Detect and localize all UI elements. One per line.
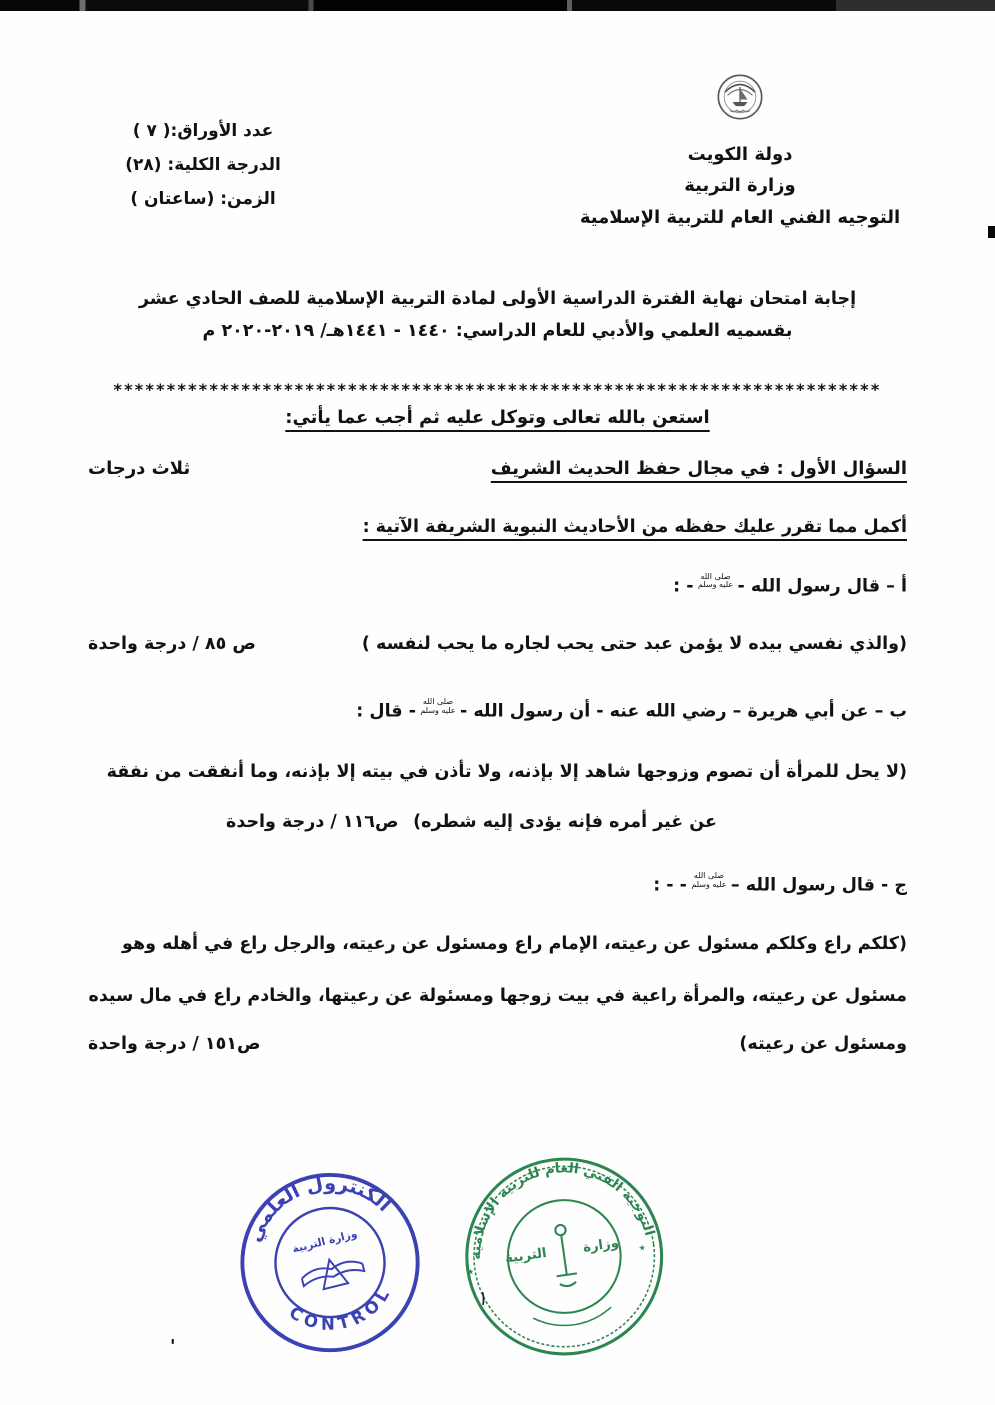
pbuh-symbol: صلى الله عليه وسلم [691,871,727,889]
total-grade: الدرجة الكلية: (٢٨) [125,155,281,175]
document-header [0,72,995,233]
hadith-a-row [0,634,995,654]
pages-count: عدد الأوراق:( ٧ ) [132,121,274,141]
hadith-c-intro: ج - قال رسول الله –صلى الله عليه وسلم- - : [653,871,907,896]
hadith-a-ref: ص ٨٥ / درجة واحدة [88,634,256,655]
department-name: التوجيه الفني العام للتربية الإسلامية [579,206,901,228]
kuwait-emblem-icon [540,72,940,133]
question1-marks: ثلاث درجات [88,457,191,479]
svg-text:الكنترول العلمي [232,1155,399,1250]
invocation-line: استعن بالله تعالى وتوكل عليه ثم أجب عما يأتي: [285,406,710,428]
exam-title-line1: إجابة امتحان نهاية الفترة الدراسية الأولى لمادة التربية الإسلامية للصف الحادي عشر [138,289,857,309]
asterisk-separator: ************************************************************************ [113,379,882,399]
hadith-b-ref: ص١١٦ / درجة واحدة [226,812,399,832]
green-stamp-arc-bottom: ــــــــــــــــــــ [531,1299,614,1330]
hadith-c-line1: (كلكم راع وكلكم مسئول عن رعيته، الإمام راع ومسئول عن رعيته، والرجل راع في أهله وهو [122,933,907,954]
svg-text:التوجيه الفني العام للتربية ال [456,1148,658,1262]
hadith-c-line3: ومسئول عن رعيته) [739,1033,907,1054]
hadith-b-row2 [0,812,995,832]
scan-speck [988,226,995,238]
svg-text:ــــــــــــــــــــ [529,1298,616,1335]
ministry-name: وزارة التربية [684,175,796,196]
question1-instruction: أكمل مما تقرر عليك حفظه من الأحاديث النبوية الشريفة الآتية : [362,516,907,537]
scanner-edge-artifact [0,0,995,11]
hadith-c-ref: ص١٥١ / درجة واحدة [88,1033,261,1054]
blue-stamp-arc-top: الكنترول العلمي [242,1171,396,1246]
hadith-c-line2: مسئول عن رعيته، والمرأة راعية في بيت زوجها ومسئولة عن رعيتها، والخادم راع في مال سيده [88,985,907,1006]
green-stamp-star-right: ٭ [637,1240,647,1257]
question1-heading: السؤال الأول : في مجال حفظ الحديث الشريف [490,457,907,479]
green-stamp-center-right: وزارة [582,1235,620,1256]
blue-control-stamp [218,1150,443,1378]
green-stamp-center-left: التربية [504,1245,548,1267]
stamps-area [0,1148,995,1405]
pen-mark-artifact: ١ [476,1285,491,1311]
hadith-b-line1: (لا يحل للمرأة أن تصوم وزوجها شاهد إلا بإذنه، ولا تأذن في بيته إلا بإذنه، وما أنفقت من نفقة [106,762,907,782]
hadith-c-row3 [0,1034,995,1054]
pbuh-symbol: صلى الله عليه وسلم [697,571,734,590]
exam-meta-block [78,114,328,216]
green-ministry-stamp [448,1141,680,1376]
green-stamp-arc-top: التوجيه الفني العام للتربية الإسلامية [468,1160,658,1260]
hadith-b-line2: عن غير أمره فإنه يؤدى إليه شطره) [413,812,717,832]
svg-text:CONTROL [283,1279,402,1346]
question1-heading-row [0,458,995,479]
exam-time: الزمن: (ساعتان ) [130,189,276,209]
hadith-a-intro: أ – قال رسول الله -صلى الله عليه وسلم- : [673,571,907,597]
hadith-a-text: (والذي نفسي بيده لا يؤمن عبد حتى يحب لجاره ما يحب لنفسه ) [361,634,907,655]
ministry-header-block [540,72,940,233]
blue-stamp-arc-bottom: CONTROL [285,1282,396,1334]
hadith-b-intro: ب – عن أبي هريرة – رضي الله عنه - أن رسول الله -صلى الله عليه وسلم- قال : [356,697,907,722]
exam-title-line2: بقسميه العلمي والأدبي للعام الدراسي: ١٤٤٠ - ١٤٤١هـ/ ٢٠١٩-٢٠٢٠ م [202,321,793,342]
country-name: دولة الكويت [687,143,793,165]
tick-artifact: ' [170,1336,176,1357]
green-stamp-torch-icon [550,1224,579,1288]
green-stamp-star-left: ٭ [466,1264,476,1281]
blue-stamp-center-text: وزارة التربية [290,1226,359,1256]
blue-stamp-book-icon [299,1252,366,1294]
exam-title [0,283,995,348]
pbuh-symbol: صلى الله عليه وسلم [420,697,456,715]
